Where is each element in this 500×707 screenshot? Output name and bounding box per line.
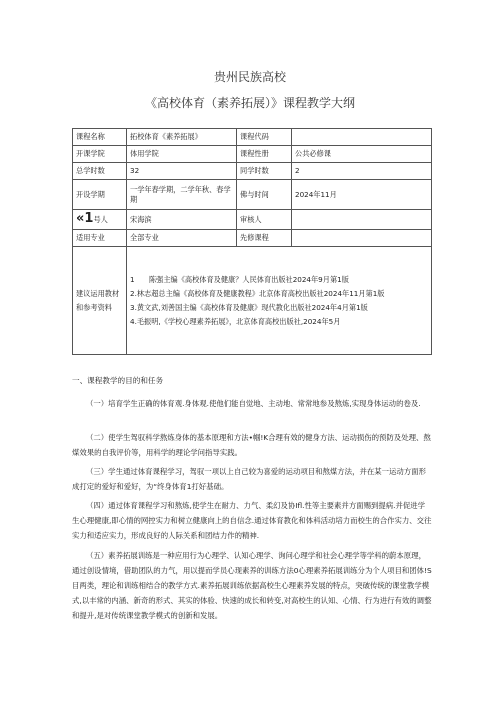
cell-value [292, 129, 432, 146]
paragraph: （四）通过体育课程学习和熬炼,使学生在耐力、力气、柔幻及协Ifl.性等主要素并方面赐到提病.并促进学生心理健康,即心情的网控实力和树立健康向上的自信念.通过体育教化和体科活动培力而校生的合作实力、交往实力和适应实力，形成良好的人际关系和团结力作的精神. [72, 501, 432, 540]
cell-label: 课程代码 [237, 129, 292, 146]
table-row [73, 129, 432, 146]
list-item: 3.黄文武,刘善国主编《高校体育及健康》现代教化出版社2024年4月第1版 [130, 302, 368, 312]
cell-value: 全部专业 [127, 230, 237, 247]
table-row [73, 163, 432, 180]
cell-label: 课程性册 [237, 146, 292, 163]
cell-value: 一学年春学期，二学年秋、春学期 [127, 180, 237, 210]
cell-value: 公共必修课 [292, 146, 432, 163]
cell-label: 适用专业 [73, 230, 127, 247]
cell-label: 先修课程 [237, 230, 292, 247]
list-item: 1 陈强主编《高校体育及健康？人民体育出版社2024年9月第1版 [130, 274, 349, 284]
label-big-glyph: «1 [76, 211, 94, 226]
cell-label: 开设学期 [73, 180, 127, 210]
cell-label: 开课学院 [73, 146, 127, 163]
cell-label: 审核人 [237, 210, 292, 230]
cell-value: 2024年11月 [292, 180, 432, 210]
cell-value: 宋海滨 [127, 210, 237, 230]
table-row [73, 210, 432, 230]
cell-label: 课程名称 [73, 129, 127, 146]
cell-label: 佛与时间 [237, 180, 292, 210]
refs-list [127, 247, 432, 355]
cell-value [292, 230, 432, 247]
table-row [73, 247, 432, 355]
list-item: 2.林志超总主编《高校体育及健康教程》北京体育高校出版社2024年11月第1版 [130, 288, 385, 298]
paragraph: （五）素养拓展训练是一种应用行为心理学、认知心理学、询问心理学和社会心理学等学科的蔚本原理，通过创设情境，借助团队的力气，用以提而学员心现素养的训练方法0心理素养拓展训练分为个人项目和团体!S目两类，理论和训练相结合的教学方式.素养拓展训练依据高校生心理素养发展的特点，突破传统的课堂教学模式,以丰常的内涵、新奇的形式、其实的体验、快速的成长和转变,对高校生的认知、心情、行为进行有效的调整和提升,是对传统课堂教学模式的创新和发展。 [72, 551, 432, 620]
cell-value: 32 [127, 163, 237, 180]
course-syllabus-title: 《高校体育（素养拓展）》课程教学大纲 [144, 96, 355, 110]
list-item: 4.毛振明,《学校心理素养拓展》，北京体育高校出版社,2024年5月 [130, 316, 341, 326]
cell-value: 体用学院 [127, 146, 237, 163]
cell-value: 2 [292, 163, 432, 180]
cell-value [292, 210, 432, 230]
section-heading: 一、课程教学的目的和任务 [72, 376, 164, 385]
paragraph: （一）培育学生正确的体育观.身体观.使他们能自觉地、主动地、常常地参及熬炼,实现身体运动的卷及. [86, 399, 421, 408]
school-title: 贵州民族高校 [213, 70, 286, 84]
paragraph: （三）学生通过体育课程学习，驾驭一项以上自己较为喜爱的运动项目和熬煤方法，并在某一运动方面形成打定的爱好和爱好，为“终身体育1打好基础。 [72, 467, 426, 491]
label-small-text: 号人 [93, 215, 108, 224]
refs-label: 建议运用教材和参考资料 [73, 247, 127, 355]
table-row [73, 230, 432, 247]
table-row [73, 146, 432, 163]
paragraph: （二）使学生驾驭科学熬炼身体的基本原理和方法•帼!K合理有效的健身方法、运动损伤的预防及处理、熬煤效果的自我评价等，用科学的理论学问指导实践。 [72, 433, 431, 457]
cell-value: 拓校体育《素养拓展》 [127, 129, 237, 146]
course-info-table [72, 128, 432, 355]
cell-label: 同学时数 [237, 163, 292, 180]
cell-label: 总学时数 [73, 163, 127, 180]
table-row [73, 180, 432, 210]
cell-label [73, 210, 127, 230]
